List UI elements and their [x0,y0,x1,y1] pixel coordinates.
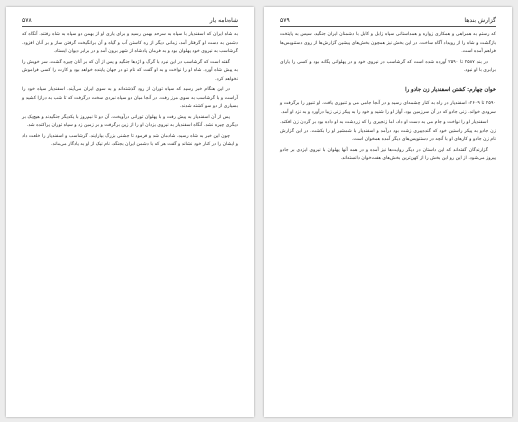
paragraph: ۲۵۹۰ تا ۲۶۰۹: اسفندیار در راه به کنار چشمه‌ای رسید و در آنجا جامی می و تنبوری یافت. او تنبور را برگرفت و سرودی خواند. زنی جادو که در آن سرزمین بود، آواز او را شنید و خود را به پیکر زنی زیبا درآورد و به نزد او آمد. [280,101,496,115]
running-title: گزارش بندها [464,17,496,24]
page-body [280,31,496,409]
page-body [22,31,238,409]
page-number: ۵۷۸ [22,17,32,24]
page-number: ۵۷۹ [280,17,290,24]
paragraph: چون این خبر به شاه رسید، شادمان شد و فرمود تا جشنی بزرگ بیارایند. گرشاسب و اسفندیار را خلعت داد و ایشان را در کنار خود نشاند و گفت هر که با دشمن ایران بجنگد، نام نیک از او به یادگار می‌ماند. [22,133,238,147]
left-page [6,7,254,417]
running-title: شاه‌نامه یار [209,17,238,24]
paragraph: به شاه ایران که اسفندیار با سپاه به سرحد بهمن رسید و برای یاری او از بهمن دو سپاه به شاه رفتند. آنگاه که دشمن به دست او گرفتار آمد، زمانی دیگر از ره کاستن آب و گیاه و آن برانگیخت گرفتن ساز و بر آنان افزود. گرشاسب به نیروی خود پهلوان بود و به فرمان پادشاه از شهر برون آمد و در برابر دیوان ایستاد. [22,32,238,54]
header-rule [22,26,238,27]
page-header [22,17,238,27]
paragraph: که رستم به همراهی و همکاری زواره و همداستانی سپاه زابل و کابل با دشمنان ایران جنگید، سپس به پایتخت بازگشت و شاه را از رویداد آگاه ساخت. در این بخش نیز همچون بخش‌های پیشین گزارش‌ها از روی دستنویس‌ها فراهم آمده است. [280,32,496,54]
header-rule [280,26,496,27]
page-header [280,17,496,27]
paragraph: در بند ۲۵۸۷ تا ۲۵۹۰ آورده شده است که گرشاسب در نیروی خود و در پهلوانی یگانه بود و کسی را یارای برابری با او نبود. [280,59,496,73]
right-page [264,7,512,417]
section-heading: خوان چهارم: کشتن اسفندیار زن جادو را [405,86,496,93]
paragraph: گفته است که گرشاسب در این نبرد با گرگ و اژدها جنگید و پس از آن که بر آنان چیره گشت، سر خویش را به پیش شاه آورد. شاه او را نواخت و به او گفت که نام تو در جهان پاینده خواهد بود و کارت را کسی فراموش نخواهد کرد. [22,59,238,82]
paragraph: در این هنگام خبر رسید که سپاه توران از رود گذشته‌اند و به سوی ایران می‌آیند. اسفندیار سپاه خود را آراست و با گرشاسب به سوی مرز رفت. در آنجا میان دو سپاه نبردی سخت درگرفت که تا شب به درازا کشید و بسیاری از دو سو کشته شدند. [22,87,238,109]
paragraph: گزارندگان گفته‌اند که این داستان در دیگر روایت‌ها نیز آمده و در همه آنها پهلوان با نیروی ایزدی بر جادو پیروز می‌شود. از این رو این بخش را از کهن‌ترین بخش‌های هفت‌خوان دانسته‌اند. [280,147,496,161]
paragraph: اسفندیار او را نواخت و جام می به دست او داد، اما زنجیری را که زردشت به او داده بود بر گردن زن افکند. زن جادو به پیکر راستین خود که گنده‌پیری زشت بود درآمد و اسفندیار با شمشیر او را بکشت. در این گزارش نام زن جادو و کارهای او با آنچه در دستنویس‌های دیگر آمده همخوان است. [280,120,496,142]
paragraph: پس از آن اسفندیار به پیش رفت و با پهلوان تورانی درآویخت. آن دو تا نیم‌روز با یکدیگر جنگیدند و هیچ‌یک بر دیگری چیره نشد. آنگاه اسفندیار به نیروی یزدان او را از زین برگرفت و بر زمین زد و سپاه توران پراکنده شد. [22,114,238,128]
